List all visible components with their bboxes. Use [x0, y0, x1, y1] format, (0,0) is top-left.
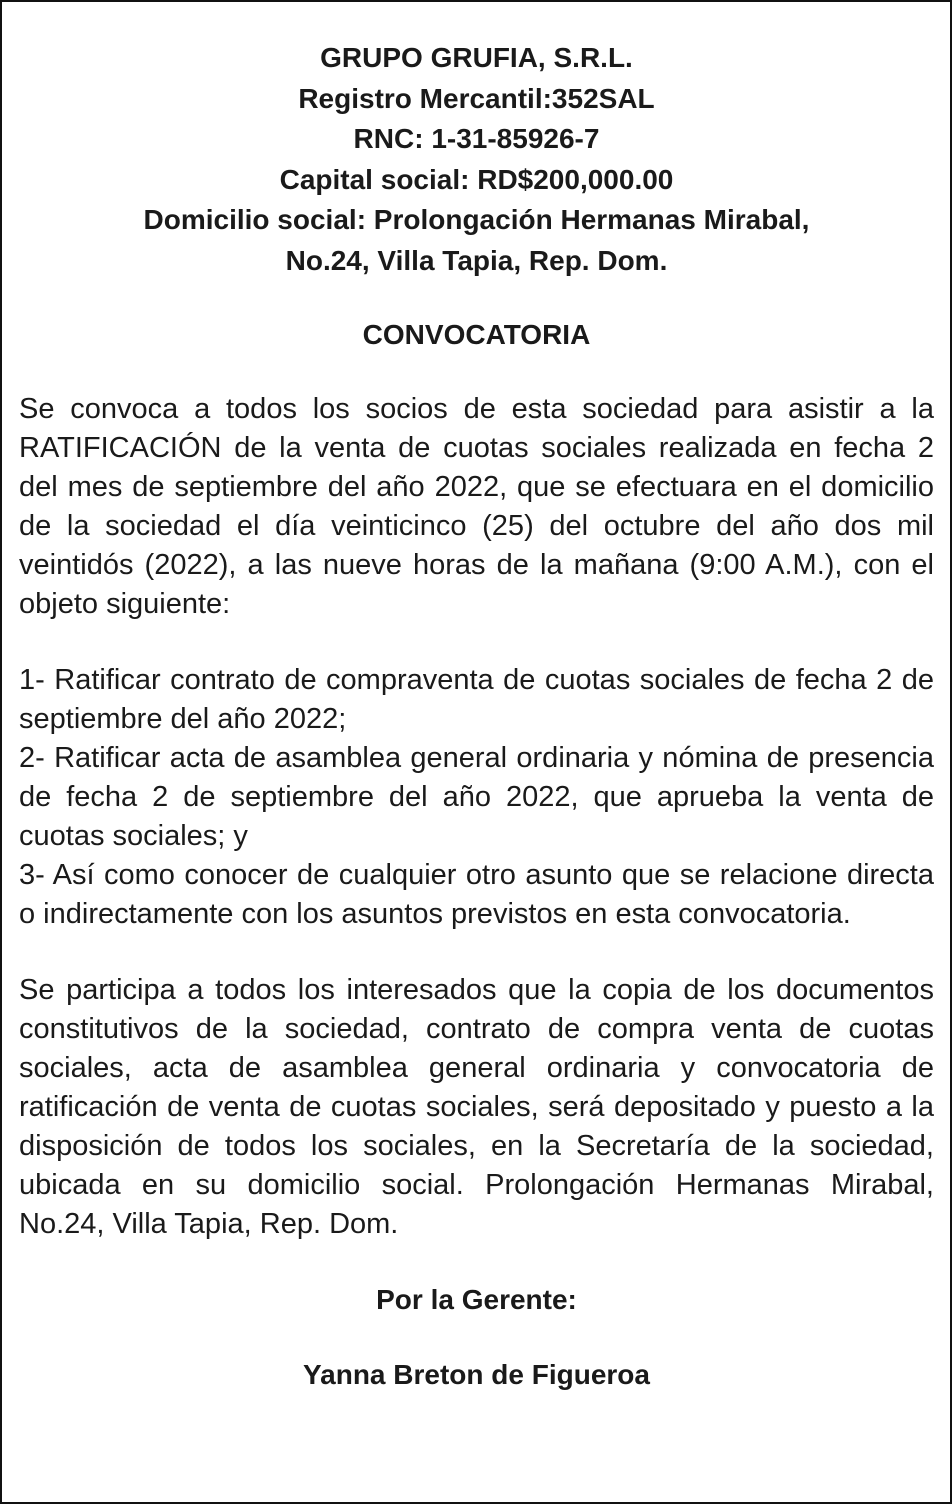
- company-name: GRUPO GRUFIA, S.R.L.: [320, 42, 633, 73]
- company-header: [19, 38, 934, 281]
- social-capital: Capital social: RD$200,000.00: [279, 163, 674, 195]
- document-title: CONVOCATORIA: [362, 319, 591, 350]
- agenda-item-2: 2- Ratificar acta de asamblea general ordinaria y nómina de presencia de fecha 2 de septiembre del año 2022, que aprueba la venta de cuotas sociales; y: [19, 742, 934, 852]
- intro-paragraph: Se convoca a todos los socios de esta sociedad para asistir a la RATIFICACIÓN de la venta de cuotas sociales realizada en fecha 2 del mes de septiembre del año 2022, que se efectuara en el domicilio de la sociedad el día veinticinco (25) del octubre del año dos mil veintidós (2022), a las nueve horas de la mañana (9:00 A.M.), con el objeto siguiente:: [19, 393, 934, 620]
- notice-content: [19, 38, 934, 1393]
- address-line-2: No.24, Villa Tapia, Rep. Dom.: [285, 244, 668, 276]
- notice-paragraph: Se participa a todos los interesados que la copia de los documentos constitutivos de la sociedad, contrato de compra venta de cuotas sociales, acta de asamblea general ordinaria y convocatoria de ratificación de venta de cuotas sociales, será depositado y puesto a la disposición de todos los sociales, en la Secretaría de la sociedad, ubicada en su domicilio social. Prolongación Hermanas Mirabal, No.24, Villa Tapia, Rep. Dom.: [19, 974, 934, 1240]
- mercantile-registry: Registro Mercantil:352SAL: [298, 82, 655, 114]
- signer-name: Yanna Breton de Figueroa: [303, 1359, 650, 1390]
- agenda-item-3: 3- Así como conocer de cualquier otro asunto que se relacione directa o indirectamente con los asuntos previstos en esta convocatoria.: [19, 859, 934, 930]
- agenda-list: [19, 661, 934, 934]
- address-line-1: Domicilio social: Prolongación Hermanas Mirabal,: [143, 204, 810, 235]
- closing-line: Por la Gerente:: [376, 1284, 577, 1315]
- rnc-number: RNC: 1-31-85926-7: [353, 123, 600, 154]
- agenda-item-1: 1- Ratificar contrato de compraventa de cuotas sociales de fecha 2 de septiembre del año 2022;: [19, 664, 934, 735]
